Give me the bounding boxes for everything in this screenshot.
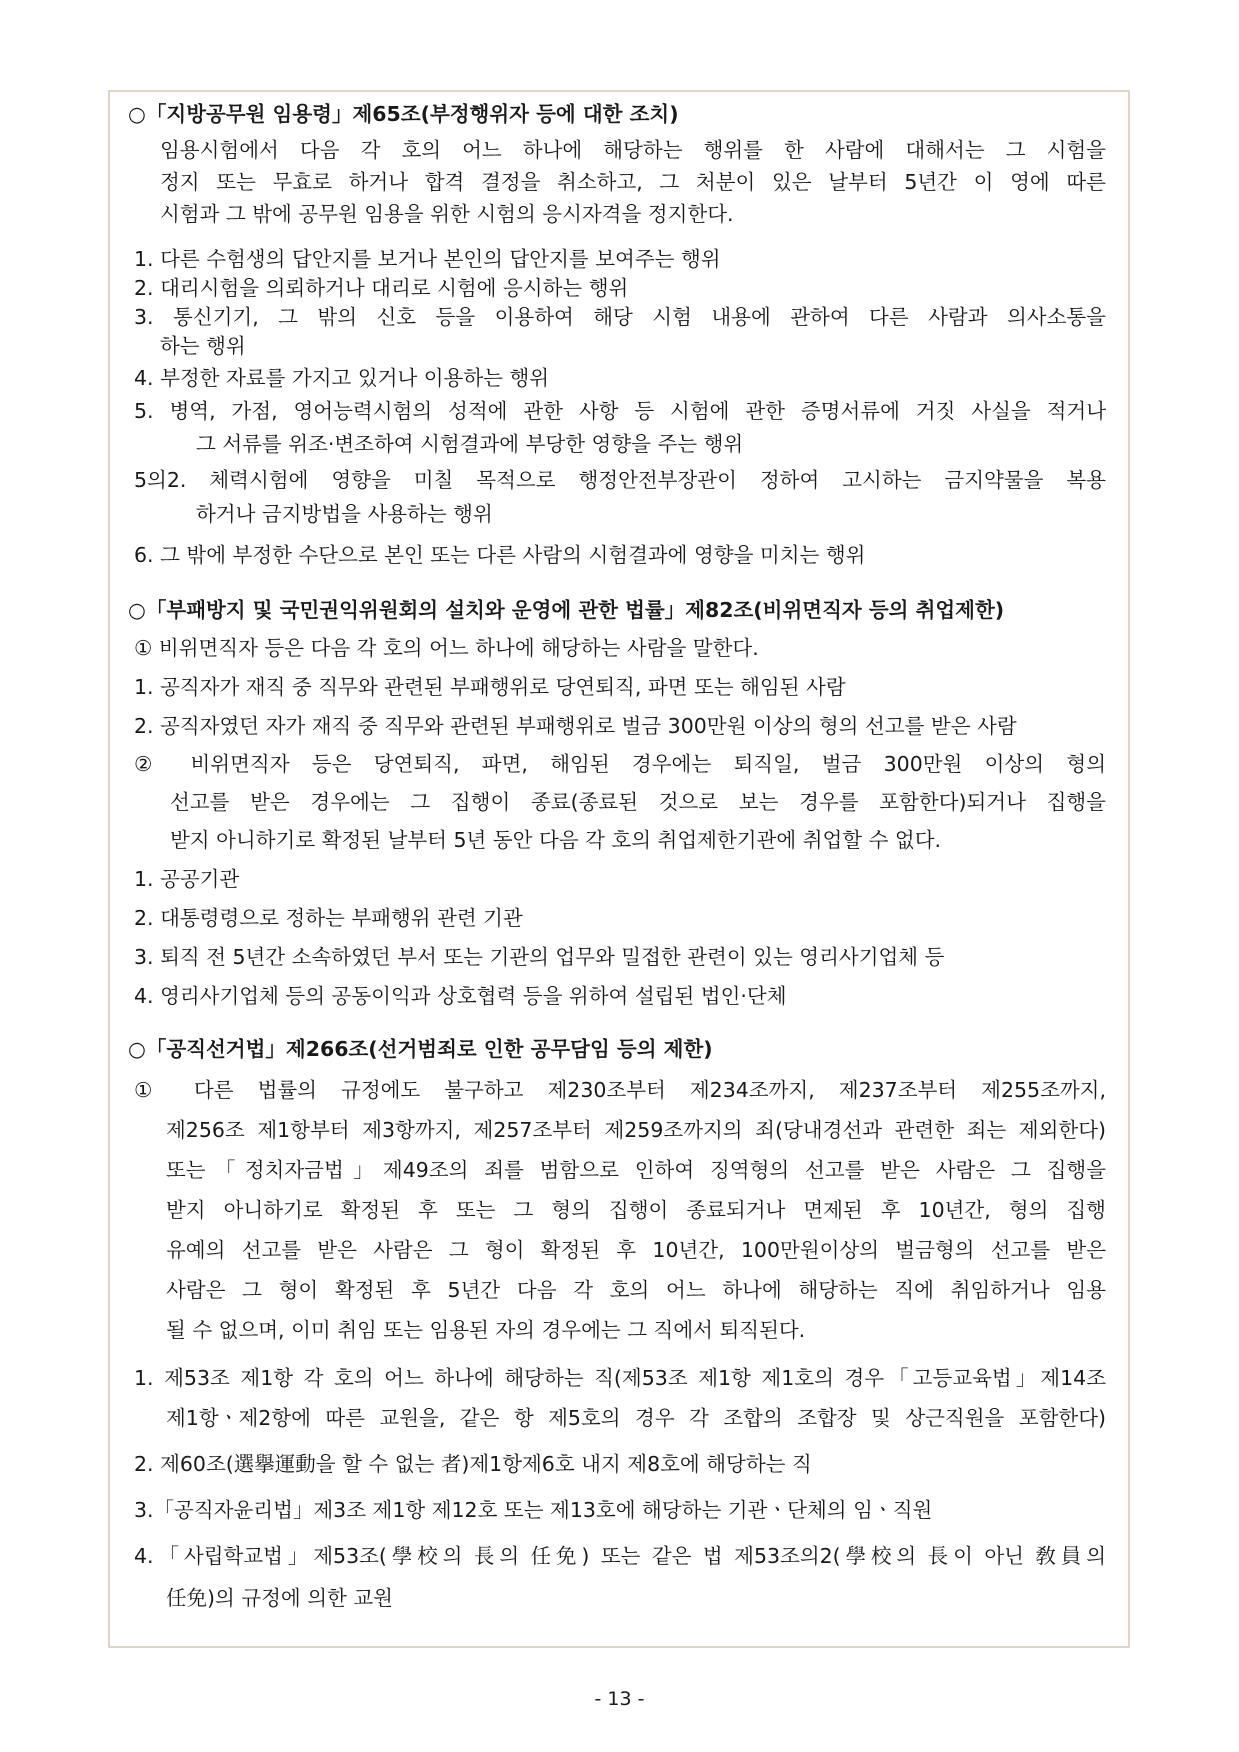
page-number: - 13 - — [594, 1688, 645, 1710]
body-line: 시험과 그 밖에 공무원 임용을 위한 시험의 응시자격을 정지한다. — [160, 202, 734, 226]
paragraph-item: ① 다른 법률의 규정에도 불구하고 제230조부터 제234조까지, 제237조부터 제255조까지, — [134, 1078, 1106, 1102]
list-item: 2. 대통령령으로 정하는 부패행위 관련 기관 — [134, 906, 523, 930]
list-item-continuation: 그 서류를 위조·변조하여 시험결과에 부당한 영향을 주는 행위 — [196, 432, 744, 456]
list-item: 4.「사립학교법」제53조(學校의 長의 任免) 또는 같은 법 제53조의2(學校의 長이 아닌 敎員의 — [134, 1544, 1106, 1568]
paragraph-continuation: 될 수 없으며, 이미 취임 또는 임용된 자의 경우에는 그 직에서 퇴직된다. — [166, 1318, 806, 1342]
body-line: 정지 또는 무효로 하거나 합격 결정을 취소하고, 그 처분이 있은 날부터 5년간 이 영에 따른 — [160, 170, 1106, 194]
list-item: 5. 병역, 가점, 영어능력시험의 성적에 관한 사항 등 시험에 관한 증명서류에 거짓 사실을 적거나 — [134, 399, 1106, 423]
section-heading: ○「부패방지 및 국민권익위원회의 설치와 운영에 관한 법률」제82조(비위면직자 등의 취업제한) — [128, 598, 1005, 622]
list-item: 3. 퇴직 전 5년간 소속하였던 부서 또는 기관의 업무와 밀접한 관련이 있는 영리사기업체 등 — [134, 945, 945, 969]
list-item-continuation: 任免)의 규정에 의한 교원 — [166, 1586, 393, 1610]
list-item: 2. 공직자였던 자가 재직 중 직무와 관련된 부패행위로 벌금 300만원 이상의 형의 선고를 받은 사람 — [134, 714, 1017, 738]
list-item: 3.「공직자윤리법」제3조 제1항 제12호 또는 제13호에 해당하는 기관ㆍ단체의 임ㆍ직원 — [134, 1498, 933, 1522]
list-item: 4. 영리사기업체 등의 공동이익과 상호협력 등을 위하여 설립된 법인·단체 — [134, 984, 787, 1008]
list-item: 1. 공직자가 재직 중 직무와 관련된 부패행위로 당연퇴직, 파면 또는 해임된 사람 — [134, 675, 846, 699]
list-item: 1. 다른 수험생의 답안지를 보거나 본인의 답안지를 보여주는 행위 — [134, 247, 721, 271]
paragraph-continuation: 받지 아니하기로 확정된 날부터 5년 동안 다음 각 호의 취업제한기관에 취업할 수 없다. — [170, 828, 942, 852]
paragraph-continuation: 선고를 받은 경우에는 그 집행이 종료(종료된 것으로 보는 경우를 포함한다)되거나 집행을 — [170, 790, 1106, 814]
list-item-continuation: 제1항ㆍ제2항에 따른 교원을, 같은 항 제5호의 경우 각 조합의 조합장 및 상근직원을 포함한다) — [166, 1406, 1106, 1430]
section-heading: ○「지방공무원 임용령」제65조(부정행위자 등에 대한 조치) — [128, 102, 679, 126]
list-item: 2. 제60조(選擧運動을 할 수 없는 者)제1항제6호 내지 제8호에 해당하는 직 — [134, 1452, 812, 1476]
list-item: 3. 통신기기, 그 밖의 신호 등을 이용하여 해당 시험 내용에 관하여 다른 사람과 의사소통을 — [134, 305, 1106, 329]
paragraph-continuation: 받지 아니하기로 확정된 후 또는 그 형의 집행이 종료되거나 면제된 후 10년간, 형의 집행 — [166, 1198, 1106, 1222]
paragraph-continuation: 사람은 그 형이 확정된 후 5년간 다음 각 호의 어느 하나에 해당하는 직에 취임하거나 임용 — [166, 1278, 1106, 1302]
list-item: 1. 제53조 제1항 각 호의 어느 하나에 해당하는 직(제53조 제1항 제1호의 경우「고등교육법」제14조 — [134, 1366, 1106, 1390]
paragraph-continuation: 제256조 제1항부터 제3항까지, 제257조부터 제259조까지의 죄(당내경선과 관련한 죄는 제외한다) — [166, 1118, 1106, 1142]
list-item: 6. 그 밖에 부정한 수단으로 본인 또는 다른 사람의 시험결과에 영향을 미치는 행위 — [134, 543, 866, 567]
body-line: 임용시험에서 다음 각 호의 어느 하나에 해당하는 행위를 한 사람에 대해서는 그 시험을 — [160, 138, 1106, 162]
list-item-continuation: 하는 행위 — [160, 334, 246, 358]
paragraph-continuation: 유예의 선고를 받은 사람은 그 형이 확정된 후 10년간, 100만원이상의 벌금형의 선고를 받은 — [166, 1238, 1106, 1262]
paragraph-continuation: 또는「정치자금법」제49조의 죄를 범함으로 인하여 징역형의 선고를 받은 사람은 그 집행을 — [166, 1158, 1106, 1182]
paragraph-item: ② 비위면직자 등은 당연퇴직, 파면, 해임된 경우에는 퇴직일, 벌금 300만원 이상의 형의 — [134, 752, 1106, 776]
list-item: 5의2. 체력시험에 영향을 미칠 목적으로 행정안전부장관이 정하여 고시하는 금지약물을 복용 — [134, 468, 1106, 492]
list-item: 1. 공공기관 — [134, 867, 240, 891]
list-item: 2. 대리시험을 의뢰하거나 대리로 시험에 응시하는 행위 — [134, 276, 629, 300]
paragraph-item: ① 비위면직자 등은 다음 각 호의 어느 하나에 해당하는 사람을 말한다. — [134, 636, 759, 660]
list-item-continuation: 하거나 금지방법을 사용하는 행위 — [196, 502, 493, 526]
section-heading: ○「공직선거법」제266조(선거범죄로 인한 공무담임 등의 제한) — [128, 1037, 713, 1061]
list-item: 4. 부정한 자료를 가지고 있거나 이용하는 행위 — [134, 366, 550, 390]
